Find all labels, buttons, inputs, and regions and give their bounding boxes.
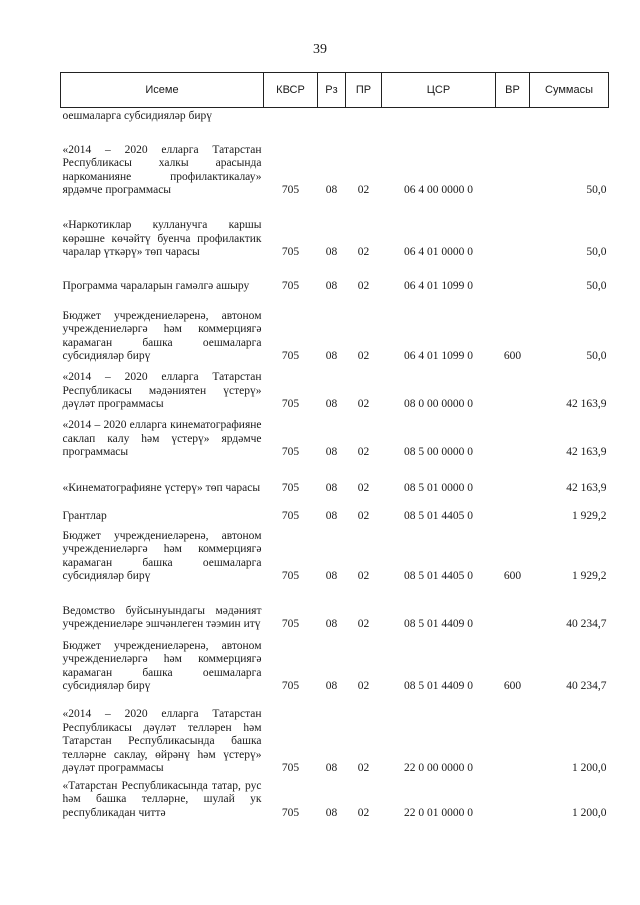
- row-rz: 08: [325, 680, 338, 692]
- row-csr: 08 5 01 4409 0: [404, 618, 473, 630]
- row-kvsr: 705: [281, 246, 300, 258]
- row-vr: 600: [503, 570, 522, 582]
- table-row: [61, 264, 609, 298]
- table-row: [61, 368, 609, 416]
- row-csr: 22 0 00 0000 0: [404, 762, 473, 774]
- row-amount: 50,0: [586, 350, 607, 362]
- table-row: [61, 636, 609, 698]
- row-csr: 06 4 00 0000 0: [404, 184, 473, 196]
- row-pr: 02: [357, 446, 370, 458]
- row-kvsr: 705: [281, 280, 300, 292]
- row-rz: 08: [325, 246, 338, 258]
- row-rz: 08: [325, 184, 338, 196]
- row-rz: 08: [325, 570, 338, 582]
- continuation-row: [61, 108, 609, 128]
- row-name: Бюджет учреждениеләренә, автоном учреждениеләргә һәм коммерциягә карамаган башка оешмаларга субсидияләр бирү: [62, 529, 262, 582]
- row-name: «2014 – 2020 елларга Татарстан Республикасы мәдәниятен үстерү» дәүләт программасы: [62, 371, 262, 410]
- row-name: Ведомство буйсынуындагы мәдәният учреждениеләре эшчәнлеген тәэмин итү: [62, 604, 262, 630]
- row-amount: 50,0: [586, 184, 607, 196]
- row-vr: [496, 698, 530, 780]
- row-name: «Татарстан Республикасында татар, рус һәм башка телләрне, шулай ук республикадан читтә: [62, 779, 262, 819]
- row-amount: 1 929,2: [572, 570, 607, 582]
- row-vr: [496, 464, 530, 500]
- col-header-kvsr: КВСР: [264, 73, 318, 108]
- table-row: [61, 464, 609, 500]
- row-rz: 08: [325, 618, 338, 630]
- row-amount: 50,0: [586, 246, 607, 258]
- row-kvsr: 705: [281, 680, 300, 692]
- row-kvsr: 705: [281, 446, 300, 458]
- row-rz: 08: [325, 398, 338, 410]
- row-pr: 02: [357, 398, 370, 410]
- row-rz: 08: [325, 350, 338, 362]
- row-csr: 08 5 01 4405 0: [404, 510, 473, 522]
- row-pr: 02: [357, 280, 370, 292]
- row-name: «2014 – 2020 елларга Татарстан Республикасы дәүләт телләрен һәм Татарстан Республикасында башка телләрне саклау, өйрәнү һәм үстерү» дәүләт программасы: [62, 708, 262, 774]
- table-row: [61, 202, 609, 264]
- row-vr: [496, 588, 530, 636]
- row-name: Бюджет учреждениеләренә, автоном учреждениеләргә һәм коммерциягә карамаган башка оешмаларга субсидияләр бирү: [62, 639, 262, 692]
- row-rz: 08: [325, 280, 338, 292]
- row-vr: [496, 780, 530, 825]
- col-header-rz: Рз: [318, 73, 346, 108]
- row-pr: 02: [357, 762, 370, 774]
- row-amount: 40 234,7: [566, 618, 607, 630]
- page-number: 39: [313, 42, 327, 57]
- row-pr: 02: [357, 510, 370, 522]
- row-pr: 02: [357, 680, 370, 692]
- row-name: «2014 – 2020 елларга Татарстан Республикасы халкы арасында наркоманияне профилактикалау» ярдәмче программасы: [62, 143, 262, 196]
- row-vr: 600: [503, 680, 522, 692]
- row-vr: [496, 202, 530, 264]
- row-amount: 42 163,9: [566, 482, 607, 494]
- row-pr: 02: [357, 350, 370, 362]
- row-name: Грантлар: [62, 510, 107, 522]
- budget-table: [60, 72, 609, 824]
- row-kvsr: 705: [281, 510, 300, 522]
- row-rz: 08: [325, 762, 338, 774]
- table-body: [61, 108, 609, 825]
- row-vr: [496, 264, 530, 298]
- table-row: [61, 128, 609, 202]
- row-pr: 02: [357, 806, 370, 819]
- row-amount: 50,0: [586, 280, 607, 292]
- row-rz: 08: [325, 482, 338, 494]
- row-kvsr: 705: [281, 570, 300, 582]
- table-row: [61, 500, 609, 528]
- table-row: [61, 588, 609, 636]
- row-amount: 42 163,9: [566, 398, 607, 410]
- row-amount: 42 163,9: [566, 446, 607, 458]
- row-rz: 08: [325, 446, 338, 458]
- row-name: «Кинематографияне үстерү» төп чарасы: [62, 482, 261, 494]
- row-csr: 22 0 01 0000 0: [404, 806, 473, 819]
- row-csr: 08 5 01 4405 0: [404, 570, 473, 582]
- row-vr: [496, 368, 530, 416]
- row-csr: 08 5 01 0000 0: [404, 482, 473, 494]
- row-name: Программа чараларын гамәлгә ашыру: [62, 280, 250, 292]
- row-kvsr: 705: [281, 350, 300, 362]
- row-pr: 02: [357, 482, 370, 494]
- row-pr: 02: [357, 570, 370, 582]
- row-kvsr: 705: [281, 482, 300, 494]
- row-vr: [496, 128, 530, 202]
- row-vr: [496, 416, 530, 464]
- row-kvsr: 705: [281, 184, 300, 196]
- table-row: [61, 528, 609, 588]
- col-header-vr: ВР: [496, 73, 530, 108]
- row-csr: 08 0 00 0000 0: [404, 398, 473, 410]
- row-kvsr: 705: [281, 398, 300, 410]
- col-header-pr: ПР: [346, 73, 382, 108]
- table-row: [61, 416, 609, 464]
- row-csr: 08 5 01 4409 0: [404, 680, 473, 692]
- row-vr: 600: [503, 350, 522, 362]
- row-vr: [496, 500, 530, 528]
- row-rz: 08: [325, 510, 338, 522]
- row-pr: 02: [357, 618, 370, 630]
- row-amount: 1 929,2: [572, 510, 607, 522]
- table-row: [61, 780, 609, 825]
- row-pr: 02: [357, 184, 370, 196]
- col-header-name: Исеме: [61, 73, 264, 108]
- continuation-text: оешмаларга субсидияләр бирү: [62, 110, 212, 122]
- row-rz: 08: [325, 806, 338, 819]
- col-header-amount: Суммасы: [530, 73, 609, 108]
- row-csr: 06 4 01 1099 0: [404, 280, 473, 292]
- table-header-row: [61, 73, 609, 108]
- row-csr: 06 4 01 1099 0: [404, 350, 473, 362]
- row-amount: 1 200,0: [572, 806, 607, 819]
- row-name: «Наркотиклар кулланучга каршы көрәшне көчәйтү буенча профилактик чаралар үткәрү» төп чарасы: [62, 219, 262, 258]
- row-pr: 02: [357, 246, 370, 258]
- col-header-csr: ЦСР: [382, 73, 496, 108]
- row-kvsr: 705: [281, 762, 300, 774]
- row-csr: 08 5 00 0000 0: [404, 446, 473, 458]
- table-row: [61, 298, 609, 368]
- table-row: [61, 698, 609, 780]
- row-amount: 1 200,0: [572, 762, 607, 774]
- row-name: Бюджет учреждениеләренә, автоном учреждениеләргә һәм коммерциягә карамаган башка оешмаларга субсидияләр бирү: [62, 309, 262, 362]
- row-amount: 40 234,7: [566, 680, 607, 692]
- row-name: «2014 – 2020 елларга кинематографияне саклап калу һәм үстерү» ярдәмче программасы: [62, 419, 262, 458]
- row-kvsr: 705: [281, 618, 300, 630]
- row-csr: 06 4 01 0000 0: [404, 246, 473, 258]
- row-kvsr: 705: [281, 806, 300, 819]
